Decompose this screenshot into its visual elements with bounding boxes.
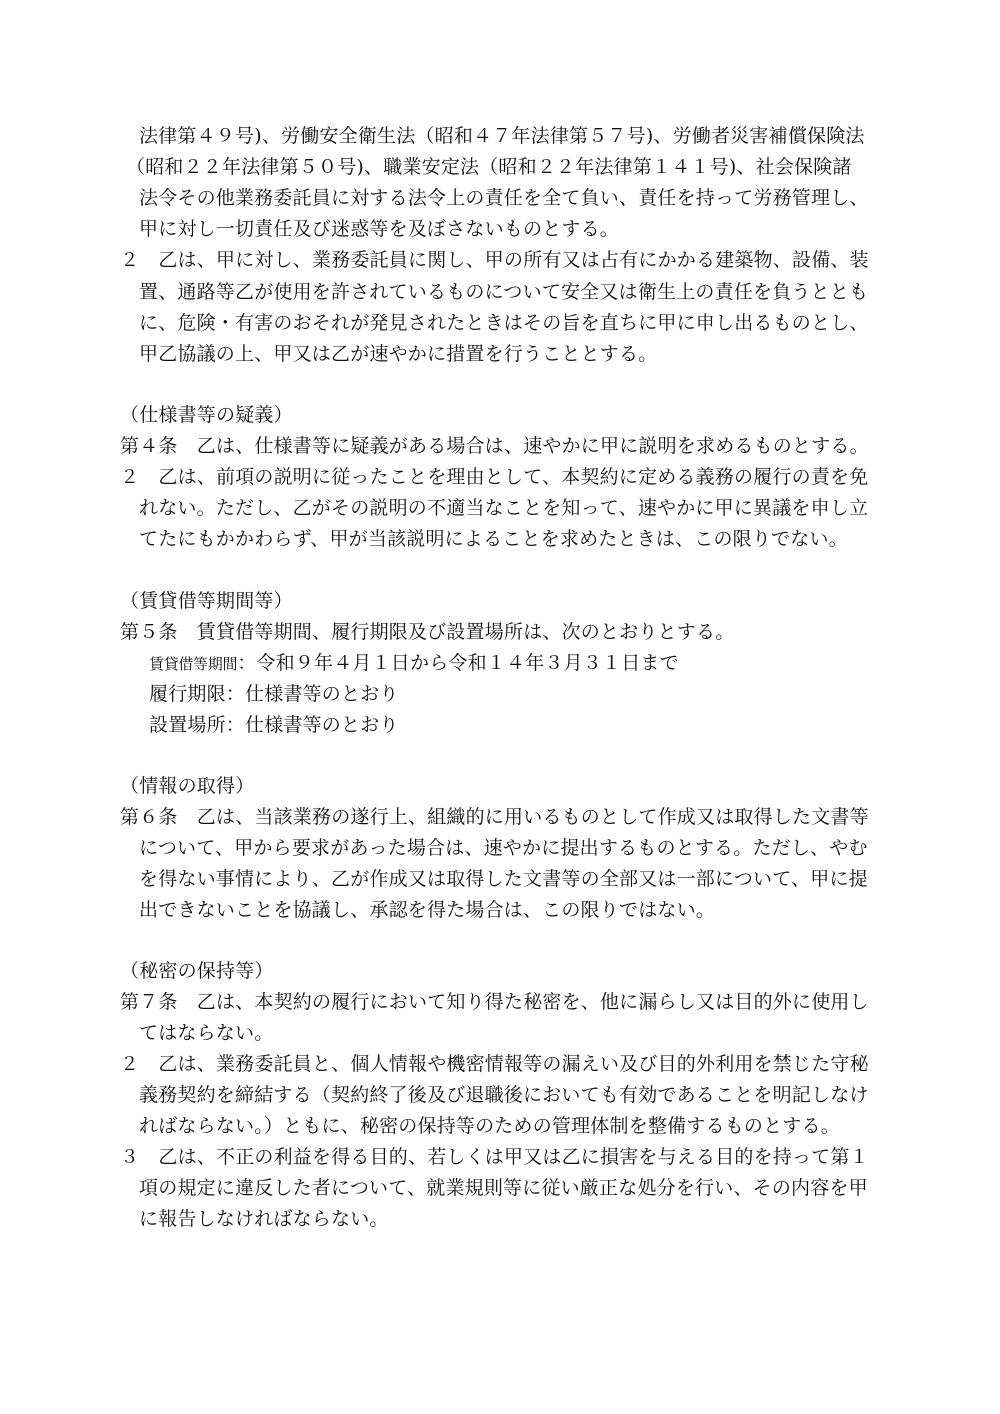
article7-line-7: 項の規定に違反した者について、就業規則等に従い厳正な処分を行い、その内容を甲 — [139, 1177, 868, 1199]
article6-heading: （情報の取得） — [120, 775, 255, 797]
intro-line-5: ２ 乙は、甲に対し、業務委託員に関し、甲の所有又は占有にかかる建築物、設備、装 — [120, 249, 869, 271]
article5-period-value: ：令和９年４月１日から令和１４年３月３１日まで — [237, 652, 679, 674]
article5-period-label: 賃貸借等期間 — [149, 655, 238, 673]
article7-line-3: ２ 乙は、業務委託員と、個人情報や機密情報等の漏えい及び目的外利用を禁じた守秘 — [120, 1053, 869, 1075]
intro-line-7: に、危険・有害のおそれが発見されたときはその旨を直ちに甲に申し出るものとし、 — [139, 312, 869, 334]
article7-line-2: てはならない。 — [139, 1022, 274, 1044]
article4-line-3: れない。ただし、乙がその説明の不適当なことを知って、速やかに甲に異議を申し立 — [139, 497, 869, 519]
intro-line-6: 置、通路等乙が使用を許されているものについて安全又は衛生上の責任を負うととも — [139, 281, 869, 303]
article7-line-1: 第７条 乙は、本契約の履行において知り得た秘密を、他に漏らし又は目的外に使用し — [120, 991, 869, 1013]
article4-line-1: 第４条 乙は、仕様書等に疑義がある場合は、速やかに甲に説明を求めるものとする。 — [120, 435, 869, 457]
article6-line-1: 第６条 乙は、当該業務の遂行上、組織的に用いるものとして作成又は取得した文書等 — [120, 806, 869, 828]
article4-line-4: てたにもかかわらず、甲が当該説明によることを求めたときは、この限りでない。 — [139, 528, 848, 550]
article7-line-6: ３ 乙は、不正の利益を得る目的、若しくは甲又は乙に損害を与える目的を持って第１ — [120, 1146, 869, 1168]
intro-line-8: 甲乙協議の上、甲又は乙が速やかに措置を行うこととする。 — [139, 343, 658, 365]
article6-line-3: を得ない事情により、乙が作成又は取得した文書等の全部又は一部について、甲に提 — [139, 868, 868, 890]
article5-heading: （賃貸借等期間等） — [120, 590, 293, 612]
article6-line-4: 出できないことを協議し、承認を得た場合は、この限りではない。 — [139, 899, 716, 921]
article7-line-5: ればならない。）ともに、秘密の保持等のための管理体制を整備するものとする。 — [139, 1115, 840, 1137]
intro-line-2: （昭和２２年法律第５０号)、職業安定法（昭和２２年法律第１４１号)、社会保険諸 — [126, 156, 852, 178]
article5-period-row — [149, 651, 679, 676]
article6-line-2: について、甲から要求があった場合は、速やかに提出するものとする。ただし、やむ — [139, 837, 868, 859]
intro-line-4: 甲に対し一切責任及び迷惑等を及ぼさないものとする。 — [139, 218, 620, 240]
intro-line-1: 法律第４９号)、労働安全衛生法（昭和４７年法律第５７号)、労働者災害補償保険法 — [139, 125, 865, 147]
article5-deadline: 履行期限：仕様書等のとおり — [149, 683, 399, 705]
article7-heading: （秘密の保持等） — [120, 960, 274, 982]
article4-heading: （仕様書等の疑義） — [120, 404, 293, 426]
intro-line-3: 法令その他業務委託員に対する法令上の責任を全て負い、責任を持って労務管理し、 — [139, 187, 869, 209]
article7-line-4: 義務契約を締結する（契約終了後及び退職後においても有効であることを明記しなけ — [139, 1084, 869, 1106]
article7-line-8: に報告しなければならない。 — [139, 1208, 389, 1230]
article5-location: 設置場所：仕様書等のとおり — [149, 714, 399, 736]
article4-line-2: ２ 乙は、前項の説明に従ったことを理由として、本契約に定める義務の履行の責を免 — [120, 466, 869, 488]
article5-line-1: 第５条 賃貸借等期間、履行期限及び設置場所は、次のとおりとする。 — [120, 621, 735, 643]
